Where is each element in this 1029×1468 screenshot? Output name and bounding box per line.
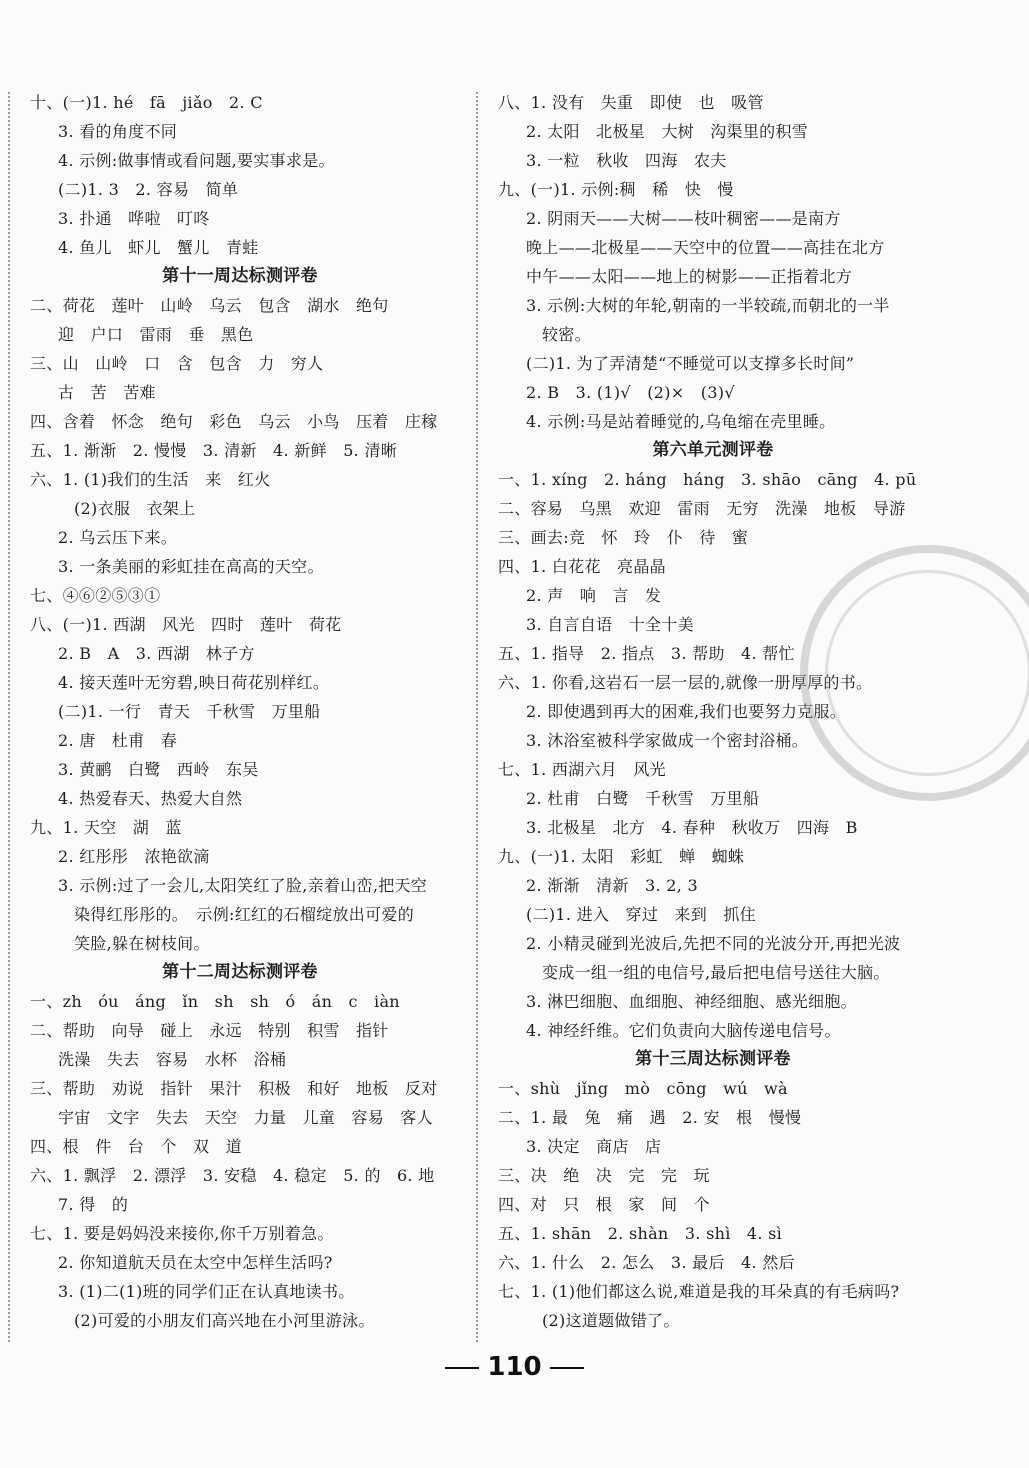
right-answer-line: 一、1. xíng 2. háng háng 3. shāo cāng 4. pū	[498, 470, 917, 489]
right-answer-line: 4. 神经纤维。它们负责向大脑传递电信号。	[526, 1021, 841, 1040]
left-answer-line: 宇宙 文字 失去 天空 力量 儿童 容易 客人	[58, 1108, 433, 1127]
right-answer-line: 2. 即使遇到再大的困难,我们也要努力克服。	[526, 702, 847, 721]
page-number	[0, 1352, 1029, 1382]
page-number-dash-left	[445, 1367, 479, 1369]
left-answer-line: 三、山 山岭 口 含 包含 力 穷人	[30, 354, 324, 373]
left-answer-line: 3. 扑通 哗啦 叮咚	[58, 209, 210, 228]
left-answer-line: 一、zh óu áng ǐn sh sh ó án c iàn	[30, 992, 400, 1011]
right-answer-line: 较密。	[542, 325, 591, 344]
right-section-heading: 第六单元测评卷	[652, 440, 774, 460]
left-answer-line: 3. (1)二(1)班的同学们正在认真地读书。	[58, 1282, 355, 1301]
left-answer-line: 四、含着 怀念 绝句 彩色 乌云 小鸟 压着 庄稼	[30, 412, 438, 431]
page-number-dash-right	[550, 1367, 584, 1369]
left-answer-line: (二)1. 一行 青天 千秋雪 万里船	[58, 702, 321, 721]
left-margin-dotted-line	[8, 92, 10, 1342]
left-answer-line: 七、1. 要是妈妈没来接你,你千万别着急。	[30, 1224, 334, 1243]
right-answer-line: 七、1. (1)他们都这么说,难道是我的耳朵真的有毛病吗?	[498, 1282, 900, 1301]
right-answer-line: 2. 渐渐 清新 3. 2, 3	[526, 876, 699, 895]
right-answer-line: 2. B 3. (1)√ (2)× (3)√	[526, 383, 735, 402]
left-answer-line: 3. 黄鹂 白鹭 西岭 东吴	[58, 760, 259, 779]
left-answer-line: (二)1. 3 2. 容易 简单	[58, 180, 239, 199]
right-answer-line: 4. 示例:马是站着睡觉的,乌龟缩在壳里睡。	[526, 412, 836, 431]
right-answer-line: 3. 一粒 秋收 四海 农夫	[526, 151, 727, 170]
left-answer-line: 六、1. 飘浮 2. 漂浮 3. 安稳 4. 稳定 5. 的 6. 地	[30, 1166, 435, 1185]
left-answer-line: 2. 红彤彤 浓艳欲滴	[58, 847, 210, 866]
right-answer-line: 七、1. 西湖六月 风光	[498, 760, 666, 779]
right-answer-line: 四、1. 白花花 亮晶晶	[498, 557, 666, 576]
right-answer-line: 变成一组一组的电信号,最后把电信号送往大脑。	[542, 963, 890, 982]
page-number-text: 110	[487, 1352, 542, 1382]
left-answer-line: 4. 示例:做事情或看问题,要实事求是。	[58, 151, 335, 170]
right-answer-line: 中午——太阳——地上的树影——正指着北方	[526, 267, 853, 286]
left-answer-line: 2. 唐 杜甫 春	[58, 731, 178, 750]
left-answer-line: 4. 鱼儿 虾儿 蟹儿 青蛙	[58, 238, 259, 257]
left-answer-line: 笑脸,躲在树枝间。	[74, 934, 210, 953]
right-answer-line: 2. 小精灵碰到光波后,先把不同的光波分开,再把光波	[526, 934, 901, 953]
left-answer-line: 二、荷花 莲叶 山岭 乌云 包含 湖水 绝句	[30, 296, 389, 315]
left-answer-line: 二、帮助 向导 碰上 永远 特别 积雪 指针	[30, 1021, 389, 1040]
left-answer-line: 7. 得 的	[58, 1195, 129, 1214]
left-answer-line: 3. 一条美丽的彩虹挂在高高的天空。	[58, 557, 324, 576]
left-answer-line: 九、1. 天空 湖 蓝	[30, 818, 182, 837]
right-answer-line: 六、1. 你看,这岩石一层一层的,就像一册厚厚的书。	[498, 673, 873, 692]
left-answer-line: (2)可爱的小朋友们高兴地在小河里游泳。	[74, 1311, 375, 1330]
right-answer-line: 九、(一)1. 示例:稠 稀 快 慢	[498, 180, 734, 199]
left-answer-line: 4. 热爱春天、热爱大自然	[58, 789, 243, 808]
left-answer-line: 3. 看的角度不同	[58, 122, 178, 141]
right-answer-line: 二、1. 最 兔 痛 遇 2. 安 根 慢慢	[498, 1108, 802, 1127]
left-answer-line: 五、1. 渐渐 2. 慢慢 3. 清新 4. 新鲜 5. 清晰	[30, 441, 398, 460]
right-answer-line: 3. 自言自语 十全十美	[526, 615, 694, 634]
right-answer-line: 六、1. 什么 2. 怎么 3. 最后 4. 然后	[498, 1253, 795, 1272]
right-answer-line: 晚上——北极星——天空中的位置——高挂在北方	[526, 238, 885, 257]
right-answer-line: 二、容易 乌黑 欢迎 雷雨 无穷 洗澡 地板 导游	[498, 499, 906, 518]
right-answer-line: 2. 阴雨天——大树——枝叶稠密——是南方	[526, 209, 841, 228]
left-answer-line: 4. 接天莲叶无穷碧,映日荷花别样红。	[58, 673, 330, 692]
left-answer-line: 3. 示例:过了一会儿,太阳笑红了脸,亲着山峦,把天空	[58, 876, 428, 895]
right-answer-line: 九、(一)1. 太阳 彩虹 蝉 蜘蛛	[498, 847, 745, 866]
left-answer-line: 染得红彤彤的。 示例:红红的石榴绽放出可爱的	[74, 905, 414, 924]
left-section-heading: 第十一周达标测评卷	[162, 266, 318, 286]
answer-column-left	[30, 88, 450, 1335]
right-answer-line: 八、1. 没有 失重 即使 也 吸管	[498, 93, 764, 112]
left-section-heading: 第十二周达标测评卷	[162, 962, 318, 982]
center-dotted-divider	[476, 92, 478, 1342]
right-answer-line: (2)这道题做错了。	[542, 1311, 680, 1330]
right-answer-line: 2. 杜甫 白鹭 千秋雪 万里船	[526, 789, 760, 808]
right-answer-line: 2. 声 响 言 发	[526, 586, 662, 605]
right-answer-line: (二)1. 进入 穿过 来到 抓住	[526, 905, 756, 924]
left-answer-line: (2)衣服 衣架上	[74, 499, 196, 518]
left-answer-line: 八、(一)1. 西湖 风光 四时 莲叶 荷花	[30, 615, 342, 634]
right-answer-line: 三、画去:竞 怀 玲 仆 待 蜜	[498, 528, 749, 547]
watermark-seal-inner-ring	[825, 570, 1029, 776]
right-answer-line: 3. 北极星 北方 4. 春种 秋收万 四海 B	[526, 818, 858, 837]
right-answer-line: 一、shù jǐng mò cōng wú wà	[498, 1079, 788, 1098]
left-answer-line: 六、1. (1)我们的生活 来 红火	[30, 470, 271, 489]
right-section-heading: 第十三周达标测评卷	[635, 1049, 791, 1069]
left-answer-line: 2. 乌云压下来。	[58, 528, 178, 547]
left-answer-line: 洗澡 失去 容易 水杯 浴桶	[58, 1050, 287, 1069]
right-answer-line: 3. 决定 商店 店	[526, 1137, 662, 1156]
left-answer-line: 古 苦 苦难	[58, 383, 156, 402]
right-answer-line: 五、1. 指导 2. 指点 3. 帮助 4. 帮忙	[498, 644, 795, 663]
right-answer-line: 五、1. shān 2. shàn 3. shì 4. sì	[498, 1224, 783, 1243]
left-answer-line: 三、帮助 劝说 指针 果汁 积极 和好 地板 反对	[30, 1079, 438, 1098]
left-answer-line: 十、(一)1. hé fā jiǎo 2. C	[30, 93, 263, 112]
left-answer-line: 迎 户口 雷雨 垂 黑色	[58, 325, 254, 344]
right-answer-line: 2. 太阳 北极星 大树 沟渠里的积雪	[526, 122, 809, 141]
right-answer-line: 3. 淋巴细胞、血细胞、神经细胞、感光细胞。	[526, 992, 857, 1011]
right-answer-line: (二)1. 为了弄清楚“不睡觉可以支撑多长时间”	[526, 354, 855, 373]
right-answer-line: 3. 示例:大树的年轮,朝南的一半较疏,而朝北的一半	[526, 296, 890, 315]
left-answer-line: 四、根 件 台 个 双 道	[30, 1137, 242, 1156]
right-answer-line: 3. 沐浴室被科学家做成一个密封浴桶。	[526, 731, 809, 750]
right-answer-line: 三、决 绝 决 完 完 玩	[498, 1166, 710, 1185]
left-answer-line: 七、④⑥②⑤③①	[30, 586, 161, 605]
left-answer-line: 2. B A 3. 西湖 林子方	[58, 644, 255, 663]
right-answer-line: 四、对 只 根 家 间 个	[498, 1195, 710, 1214]
left-answer-line: 2. 你知道航天员在太空中怎样生活吗?	[58, 1253, 333, 1272]
